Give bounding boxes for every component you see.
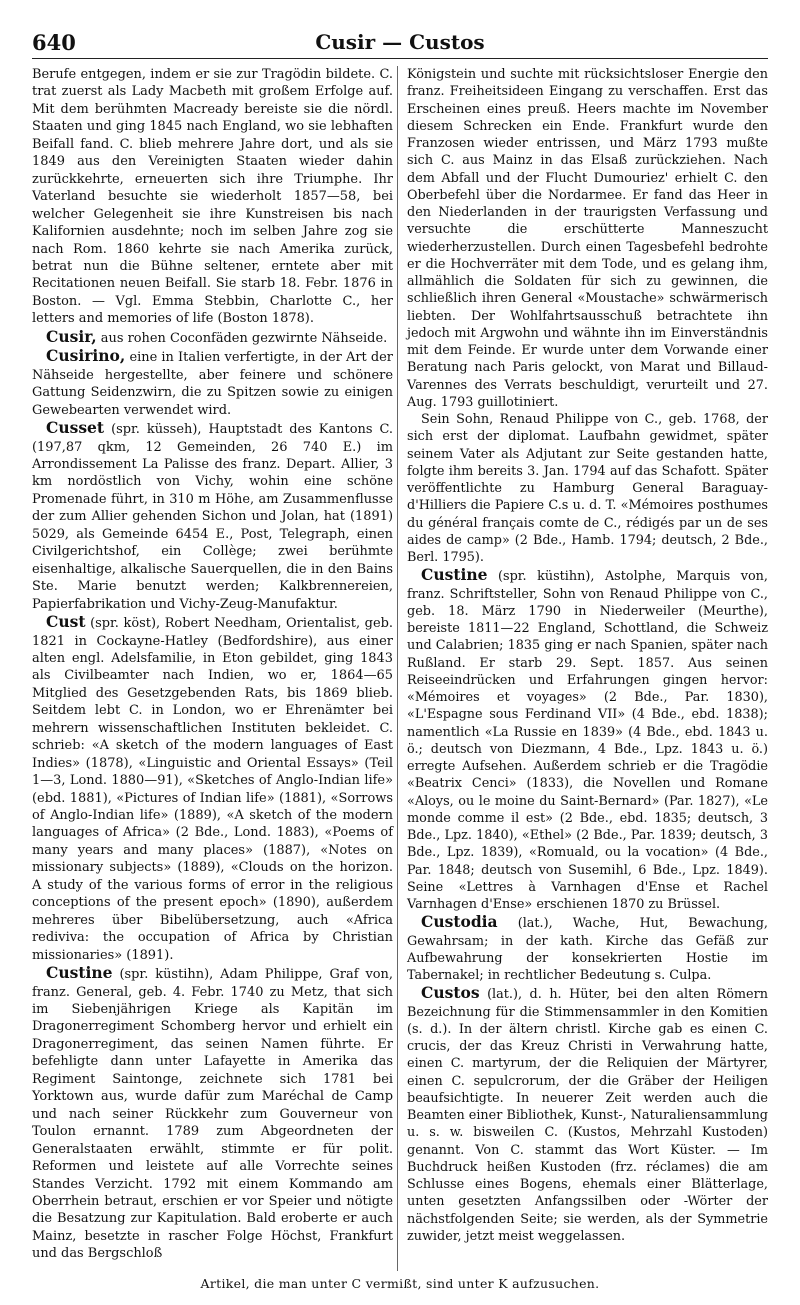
page-header [32, 30, 768, 56]
entry-headword: Custine [421, 565, 488, 585]
entry-headword: Custine [46, 963, 113, 983]
entry-headword: Cust [46, 612, 86, 632]
dictionary-entry [32, 613, 393, 964]
entry-text: (spr. küstihn), Adam Philippe, Graf von, franz. General, geb. 4. Febr. 1740 zu Metz, that sich im Siebenjährigen Kriege als Kapitän im Dragonerregiment Schomberg hervor und erhielt ein Dragonerregiment, das seinen Namen führte. Er befehligte dann unter Lafayette in Amerika das Regiment Saintonge, zeichnete sich 1781 bei Yorktown aus, wurde dafür zum Maréchal de Camp und nach seiner Rückkehr zum Gouverneur von Toulon ernannt. 1789 zum Abgeordneten der Generalstaaten erwählt, stimmte er für polit. Reformen und leistete auf alle Vorrechte seines Standes Verzicht. 1792 mit einem Kommando am Oberrhein betraut, erschien er vor Speier und nötigte die Besatzung zur Kapitulation. Bald eroberte er auch Mainz, besetzte in rascher Folge Höchst, Frankfurt und das Bergschloß [32, 967, 393, 1262]
entry-headword: Cusir, [46, 326, 97, 346]
dictionary-entry [32, 347, 393, 419]
left-column [32, 66, 393, 1263]
header-rule [32, 58, 768, 59]
entry-text: Königstein und suchte mit rücksichtsloser Energie den franz. Freiheitsideen Eingang zu verschaffen. Erst das Erscheinen eines preuß. Heers machte im November diesem Schrecken ein Ende. Frankfurt wurde den Franzosen wieder entrissen, und März 1793 mußte sich C. aus Mainz in das Elsaß zurückziehen. Nach dem Abfall und der Flucht Dumouriez' erhielt C. den Oberbefehl über die Nordarmee. Er fand das Heer in den Niederlanden in der traurigsten Verfassung und versuchte die erschütterte Manneszucht wiederherzustellen. Durch einen Tagesbefehl bedrohte er die Hochverräter mit dem Tode, und es gelang ihm, allmählich die Soldaten für sich zu gewinnen, die schließlich ihren General «Moustache» schwärmerisch liebten. Der Wohlfahrtsausschuß betrachtete ihn jedoch mit Argwohn und wähnte ihn im Einverständnis mit dem Feinde. Er wurde unter dem Vorwande einer Beratung nach Paris gelockt, von Marat und Billaud-Varennes des Verrats beschuldigt, verurteilt und 27. Aug. 1793 guillotiniert. [407, 67, 768, 410]
dictionary-entry [32, 328, 393, 347]
entry-paragraph [407, 66, 768, 411]
entry-text: eine in Italien verfertigte, in der Art der Nähseide hergestellte, aber feinere und schönere Gattung Seidenzwirn, die zu Spitzen sowie zu einigen Gewebearten verwendet wird. [32, 350, 393, 418]
entry-text: Berufe entgegen, indem er sie zur Tragödin bildete. C. trat zuerst als Lady Macbeth mit großem Erfolge auf. Mit dem berühmten Macready bereiste sie die nördl. Staaten und ging 1845 nach England, wo sie lebhaften Beifall fand. C. blieb mehrere Jahre dort, und als sie 1849 aus den Vereinigten Staaten wieder dahin zurückkehrte, erneuerten sich ihre Triumphe. Ihr Vaterland besuchte sie wiederholt 1857—58, bei welcher Gelegenheit sie ihre Kunstreisen bis nach Kalifornien ausdehnte; noch im selben Jahre zog sie nach Rom. 1860 kehrte sie nach Amerika zurück, betrat nun die Bühne seltener, erntete aber mit Recitationen neuen Beifall. Sie starb 18. Febr. 1876 in Boston. — Vgl. Emma Stebbin, Charlotte C., her letters and memories of life (Boston 1878). [32, 67, 393, 327]
entry-text: (lat.), Wache, Hut, Bewachung, Gewahrsam; in der kath. Kirche das Gefäß zur Aufbewahrung der konsekrierten Hostie im Tabernakel; in rechtlicher Bedeutung s. Culpa. [407, 916, 768, 983]
entry-headword: Cusset [46, 418, 105, 438]
entry-paragraph [32, 66, 393, 328]
entry-headword: Custodia [421, 912, 498, 932]
right-column [407, 66, 768, 1245]
dictionary-entry [407, 984, 768, 1245]
page-number: 640 [32, 30, 76, 55]
entry-text: (spr. köst), Robert Needham, Orientalist, geb. 1821 in Cockayne-Hatley (Bedfordshire), aus einer alten engl. Adelsfamilie, in Eton gebildet, ging 1843 als Civilbeamter nach Indien, wo er, 1864—65 Mitglied des Gesetzgebenden Rats, bis 1869 blieb. Seitdem lebt C. in London, wo er Ehrenämter bei mehrern wissenschaftlichen Instituten bekleidet. C. schrieb: «A sketch of the modern languages of East Indies» (1878), «Linguistic and Oriental Essays» (Teil 1—3, Lond. 1880—91), «Sketches of Anglo-Indian life» (ebd. 1881), «Pictures of Indian life» (1881), «Sorrows of Anglo-Indian life» (1889), «A sketch of the modern languages of Africa» (2 Bde., Lond. 1883), «Poems of many years and many places» (1887), «Notes on missionary subjects» (1889), «Clouds on the horizon. A study of the various forms of error in the religious conceptions of the present epoch» (1890), außerdem mehreres über Bibelübersetzung, auch «Africa rediviva: the occupation of Africa by Christian missionaries» (1891). [32, 616, 393, 963]
dictionary-entry [407, 913, 768, 984]
footer-note: Artikel, die man unter C vermißt, sind unter K aufzusuchen. [200, 1276, 600, 1291]
entry-headword: Cusirino, [46, 346, 126, 366]
entry-text: (lat.), d. h. Hüter, bei den alten Römern Bezeichnung für die Stimmensammler in den Komitien (s. d.). In der ältern christl. Kirche gab es einen C. crucis, der das Kreuz Christi in Verwahrung hatte, einen C. martyrum, der die Reliquien der Märtyrer, einen C. sepulcrorum, der die Gräber der Heiligen beaufsichtigte. In neuerer Zeit werden auch die Beamten einer Bibliothek, Kunst-, Naturaliensammlung u. s. w. bisweilen C. (Kustos, Mehrzahl Kustoden) genannt. Von C. stammt das Wort Küster. — Im Buchdruck heißen Kustoden (frz. réclames) die am Schlusse eines Bogens, ehemals einer Blätterlage, unten gesetzten Anfangssilben oder -Wörter der nächstfolgenden Seite; sie werden, als der Symmetrie zuwider, jetzt meist weggelassen. [407, 987, 768, 1244]
entry-text: (spr. küsseh), Hauptstadt des Kantons C. (197,87 qkm, 12 Gemeinden, 26 740 E.) im Arrondissement La Palisse des franz. Depart. Allier, 3 km nordöstlich von Vichy, wohin eine schöne Promenade führt, in 310 m Höhe, am Zusammenflusse der zum Allier gehenden Sichon und Jolan, hat (1891) 5029, als Gemeinde 6454 E., Post, Telegraph, einen Civilgerichtshof, ein Collège; zwei berühmte eisenhaltige, alkalische Sauerquellen, die in den Bains Ste. Marie benutzt werden; Kalkbrennereien, Papierfabrikation und Vichy-Zeug-Manufaktur. [32, 422, 393, 612]
entry-text: (spr. küstihn), Astolphe, Marquis von, franz. Schriftsteller, Sohn von Renaud Philippe von C., geb. 18. März 1790 in Niederweiler (Meurthe), bereiste 1811—22 England, Schottland, die Schweiz und Calabrien; 1835 ging er nach Spanien, später nach Rußland. Er starb 29. Sept. 1857. Aus seinen Reiseeindrücken und Erfahrungen gingen hervor: «Mémoires et voyages» (2 Bde., Par. 1830), «L'Espagne sous Ferdinand VII» (4 Bde., ebd. 1838); namentlich «La Russie en 1839» (4 Bde., ebd. 1843 u. ö.; deutsch von Diezmann, 4 Bde., Lpz. 1843 u. ö.) erregte Aufsehen. Außerdem schrieb er die Tragödie «Beatrix Cenci» (1833), die Novellen und Romane «Aloys, ou le moine du Saint-Bernard» (Par. 1827), «Le monde comme il est» (2 Bde., ebd. 1835; deutsch, 3 Bde., Lpz. 1840), «Ethel» (2 Bde., Par. 1839; deutsch, 3 Bde., Lpz. 1839), «Romuald, ou la vocation» (4 Bde., Par. 1848; deutsch von Susemihl, 6 Bde., Lpz. 1849). Seine «Lettres à Varnhagen d'Ense et Rachel Varnhagen d'Ense» erschienen 1870 zu Brüssel. [407, 569, 768, 912]
entry-paragraph [407, 411, 768, 566]
entry-headword: Custos [421, 983, 480, 1003]
dictionary-entry [32, 419, 393, 613]
entry-text: aus rohen Coconfäden gezwirnte Nähseide. [96, 330, 388, 346]
dictionary-entry [407, 566, 768, 913]
dictionary-entry [32, 964, 393, 1263]
entry-text: Sein Sohn, Renaud Philippe von C., geb. 1768, der sich erst der diplomat. Laufbahn gewidmet, später seinem Vater als Adjutant zur Seite gestanden hatte, folgte ihm bereits 3. Jan. 1794 auf das Schafott. Später veröffentlichte zu Hamburg General Baraguay-d'Hilliers die Papiere C.s u. d. T. «Mémoires posthumes du général français comte de C., rédigés par un de ses aides de camp» (2 Bde., Hamb. 1794; deutsch, 2 Bde., Berl. 1795). [407, 412, 768, 565]
running-head: Cusir — Custos [315, 30, 485, 54]
column-divider [397, 66, 398, 1271]
